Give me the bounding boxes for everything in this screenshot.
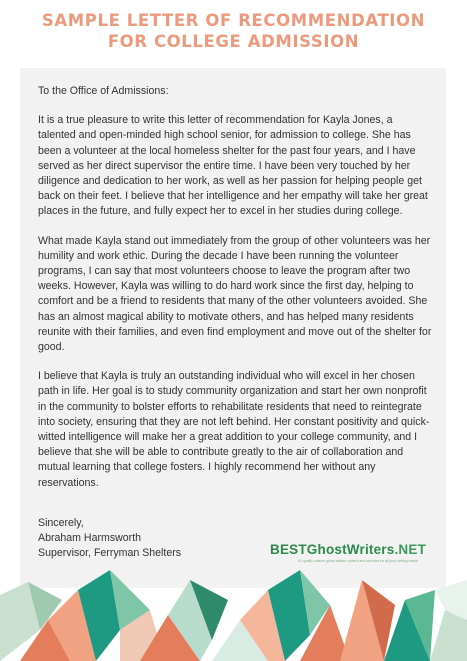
paragraph-3: I believe that Kayla is truly an outstanding individual who will excel in her chosen path in life. Her goal is to study community organization and start her own nonprofit in the community to bolster efforts to rehabilitate residents that need to reintegrate into society, ensuring that they are not left behind. Her constant positivity and quick-witted intelligence will make her a great addition to your college community, and I believe that she will be able to contribute greatly to the air of collaboration and mutual learning that college fosters. I highly recommend her without any reservations. xyxy=(38,370,430,489)
salutation: To the Office of Admissions: xyxy=(38,85,169,97)
signer-name: Abraham Harmsworth xyxy=(38,532,142,545)
brand-logo xyxy=(270,542,426,557)
brand-tagline: #1 quality custom ghost written content and services for all your writing needs xyxy=(298,559,419,563)
letter-body xyxy=(38,84,432,505)
paragraph-1: It is a true pleasure to write this letter of recommendation for Kayla Jones, a talented and open-minded high school senior, for admission to college. She has been a volunteer at the local homeless shelter for the past four years, and I have served as her direct supervisor the entire time. I have been very touched by her diligence and dedication to her work, as well as her passion for helping people get back on their feet. I believe that her intelligence and her empathy will take her great places in the future, and fully expect her to excel in her studies during college. xyxy=(38,114,428,218)
brand-name: BESTGhostWriters xyxy=(270,542,395,557)
geometric-decoration xyxy=(0,560,467,661)
title-line-2: FOR COLLEGE ADMISSION xyxy=(107,32,360,51)
brand-suffix: .NET xyxy=(394,542,427,557)
paragraph-2: What made Kayla stand out immediately from the group of other volunteers was her humility and work ethic. During the decade I have been running the volunteer programs, I can say that most volunteers choose to leave the program after two weeks. However, Kayla was willing to do hard work since the first day, helping to comfort and be a friend to residents that many of the other volunteers avoided. She has an almost magical ability to motivate others, and has helped many residents reunite with their families, and even find employment and move out of the shelter for good. xyxy=(38,234,432,354)
signature-block xyxy=(38,516,181,562)
page-title xyxy=(0,10,467,52)
title-line-1: SAMPLE LETTER OF RECOMMENDATION xyxy=(41,11,426,30)
signer-title: Supervisor, Ferryman Shelters xyxy=(38,547,182,560)
closing: Sincerely, xyxy=(38,517,84,529)
